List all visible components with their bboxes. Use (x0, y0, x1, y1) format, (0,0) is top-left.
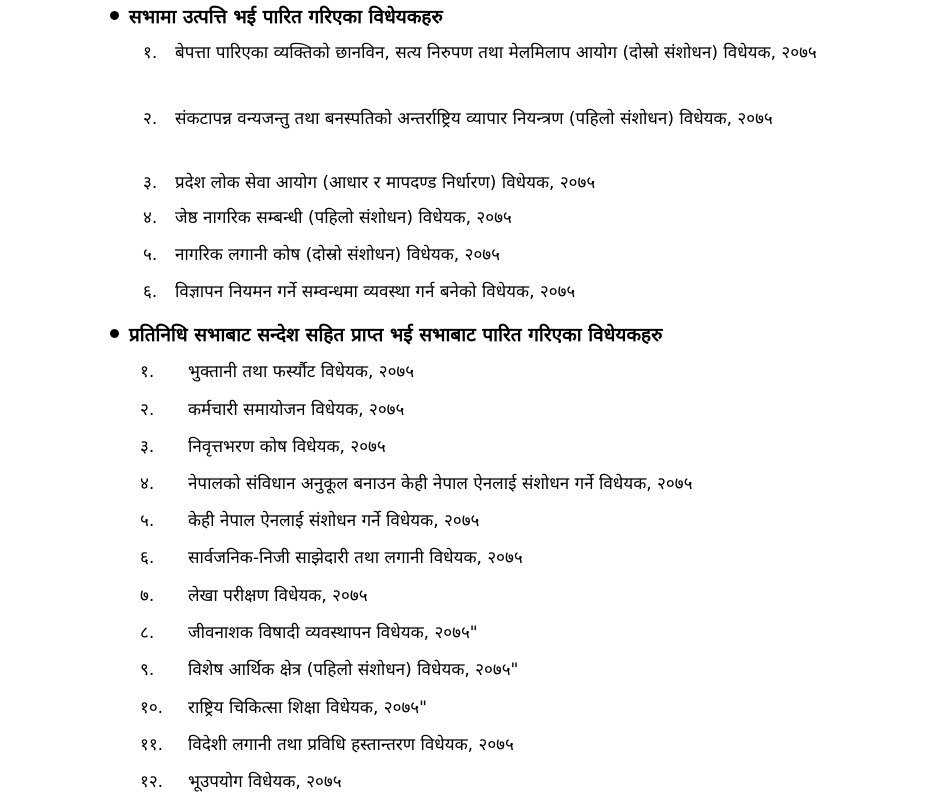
item-text: प्रदेश लोक सेवा आयोग (आधार र मापदण्ड निर्धारण) विधेयक, २०७५ (175, 173, 596, 193)
section-heading (110, 324, 663, 346)
item-number: १. (143, 43, 158, 63)
section-heading (110, 6, 443, 28)
section-heading-text: सभामा उत्पत्ति भई पारित गरिएका विधेयकहरु (129, 6, 443, 28)
item-text: जेष्ठ नागरिक सम्बन्धी (पहिलो संशोधन) विधेयक, २०७५ (175, 208, 512, 228)
item-number: १२. (140, 772, 164, 792)
item-text: विदेशी लगानी तथा प्रविधि हस्तान्तरण विधेयक, २०७५ (188, 735, 514, 755)
item-text: नागरिक लगानी कोष (दोस्रो संशोधन) विधेयक, २०७५ (175, 245, 500, 265)
item-number: ३. (143, 173, 158, 193)
item-number: ८. (140, 623, 155, 643)
item-number: ६. (140, 548, 155, 568)
item-text: नेपालको संविधान अनुकूल बनाउन केही नेपाल ऐनलाई संशोधन गर्ने विधेयक, २०७५ (188, 474, 693, 494)
item-text: भूउपयोग विधेयक, २०७५ (188, 772, 342, 792)
item-text: लेखा परीक्षण विधेयक, २०७५ (188, 586, 368, 606)
item-text: बेपत्ता पारिएका व्यक्तिको छानविन, सत्य निरुपण तथा मेलमिलाप आयोग (दोस्रो संशोधन) विधेयक, २०७५ (175, 43, 817, 63)
item-text: संकटापन्न वन्यजन्तु तथा बनस्पतिको अन्तर्राष्ट्रिय व्यापार नियन्त्रण (पहिलो संशोधन) विधेयक, २०७५ (175, 109, 773, 129)
item-number: ४. (140, 474, 155, 494)
item-number: ५. (143, 245, 158, 265)
section-heading-text: प्रतिनिधि सभाबाट सन्देश सहित प्राप्त भई सभाबाट पारित गरिएका विधेयकहरु (129, 324, 663, 346)
item-number: २. (140, 400, 155, 420)
item-text: विज्ञापन नियमन गर्ने सम्वन्धमा व्यवस्था गर्न बनेको विधेयक, २०७५ (175, 282, 576, 302)
item-text: कर्मचारी समायोजन विधेयक, २०७५ (188, 400, 405, 420)
item-number: ११. (140, 735, 164, 755)
item-number: ७. (140, 586, 155, 606)
item-number: ९. (140, 660, 155, 680)
item-text: विशेष आर्थिक क्षेत्र (पहिलो संशोधन) विधेयक, २०७५" (188, 660, 519, 680)
item-number: १०. (140, 698, 164, 718)
item-text: जीवनाशक विषादी व्यवस्थापन विधेयक, २०७५" (188, 623, 478, 643)
item-number: ३. (140, 437, 155, 457)
item-number: ५. (140, 511, 155, 531)
item-text: भुक्तानी तथा फर्स्यौट विधेयक, २०७५ (188, 362, 415, 382)
item-number: ६. (143, 282, 158, 302)
bullet-icon (110, 329, 119, 338)
item-number: २. (143, 109, 158, 129)
item-number: १. (140, 362, 155, 382)
item-text: सार्वजनिक-निजी साझेदारी तथा लगानी विधेयक, २०७५ (188, 548, 523, 568)
item-text: राष्ट्रिय चिकित्सा शिक्षा विधेयक, २०७५" (188, 698, 427, 718)
item-text: निवृत्तभरण कोष विधेयक, २०७५ (188, 437, 386, 457)
bullet-icon (110, 11, 119, 20)
item-text: केही नेपाल ऐनलाई संशोधन गर्ने विधेयक, २०७५ (188, 511, 480, 531)
item-number: ४. (143, 208, 158, 228)
